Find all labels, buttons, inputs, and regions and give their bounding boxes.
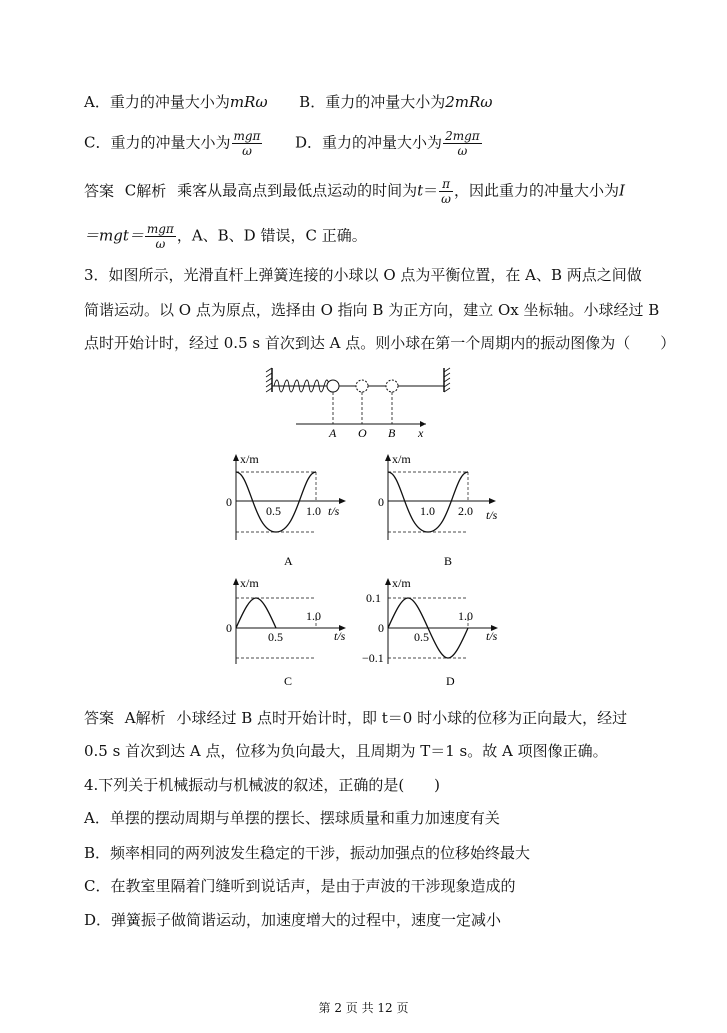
q2-option-d-text: 重力的冲量大小为 [322,133,443,152]
q2-option-a-label: A． [84,93,110,111]
q4-option-d: D．弹簧振子做简谐运动，加速度增大的过程中，速度一定减小 [84,911,502,929]
graph-b-origin: 0 [378,495,384,509]
graph-d [362,574,512,690]
q4-stem: 4.下列关于机械振动与机械波的叙述，正确的是( ) [84,776,441,794]
label-o: O [358,426,367,440]
graph-b-xlabel: t/s [486,508,498,522]
graph-c-xlabel: t/s [334,629,346,643]
q4-option-c: C．在教室里隔着门缝听到说话声，是由于声波的干涉现象造成的 [84,877,516,895]
q2-options-cd [84,129,483,158]
q2-options-ab [84,92,493,112]
q2-option-b-label: B． [299,93,326,111]
q3-answer-choice: A [124,709,136,727]
graph-d-xlabel: t/s [486,629,498,643]
graph-b [372,450,522,576]
graph-b-tick2: 2.0 [458,504,473,518]
q2-analysis-label: 解析 [136,181,167,200]
graph-c-tick2: 1.0 [306,609,321,623]
graph-d-origin: 0 [378,621,384,635]
graph-a-curve [236,472,316,532]
graph-d-ytick-top: 0.1 [366,591,381,605]
graph-d-ytick-bottom: −0.1 [362,651,384,665]
graph-b-tick1: 1.0 [420,504,435,518]
graph-a-origin: 0 [226,495,232,509]
q3-answer-text1: 小球经过 B 点时开始计时，即 t＝0 时小球的位移为正向最大，经过 [176,709,628,727]
q2-option-c-label: C． [84,133,111,152]
graph-c-curve [236,598,276,628]
spring-oscillator-figure [260,366,460,442]
q2-answer-choice: C [124,181,137,200]
q3-stem-line3: 点时开始计时，经过 0.5 s 首次到达 A 点。则小球在第一个周期内的振动图像为（ ） [84,334,676,352]
q2-answer-eq: ＝mgt＝ [84,226,144,245]
label-a: A [329,426,337,440]
q2-option-c-text: 重力的冲量大小为 [110,133,231,152]
q2-option-d-label: D． [295,133,323,152]
q2-answer-fraction-i: $\frac{\text{mgπ}}{\omega}$ [146,222,174,251]
graph-a-ylabel: x/m [240,452,259,466]
graph-d-caption: D [446,674,455,688]
q2-answer-text2: ，因此重力的冲量大小为 [453,181,619,200]
q2-answer-text1: 乘客从最高点到最低点运动的时间为 [177,181,418,200]
graph-b-curve [388,472,468,532]
graph-b-ylabel: x/m [392,452,411,466]
graph-d-ylabel: x/m [392,576,411,590]
q3-answer-line1 [84,708,627,728]
graph-a [220,450,360,576]
q2-answer-text3: ，A、B、D 错误，C 正确。 [176,226,367,245]
graph-c [220,574,360,690]
graph-c-origin: 0 [226,621,232,635]
graph-c-tick1: 0.5 [268,630,283,644]
graph-d-tick1: 0.5 [414,630,429,644]
graph-a-tick1: 0.5 [266,504,281,518]
graph-b-caption: B [444,554,453,568]
graph-a-caption: A [284,554,293,568]
q4-option-b: B．频率相同的两列波发生稳定的干涉，振动加强点的位移始终最大 [84,844,531,862]
graph-a-xlabel: t/s [328,504,340,518]
q2-option-b-expr: 2mRω [445,93,493,111]
ball-at-b [386,380,398,392]
q3-answer-label: 答案 [84,709,115,727]
ball-at-a [327,380,339,392]
q2-option-d-fraction: $\frac{\text{2mgπ}}{\omega}$ [445,129,480,158]
page-footer: 第 2 页 共 12 页 [318,1001,409,1015]
label-x: x [418,426,424,440]
q3-analysis-label: 解析 [135,709,166,727]
ball-at-o [356,380,368,392]
q2-option-a-expr: mRω [229,93,268,111]
q2-option-c-fraction: $\frac{\text{mgπ}}{\omega}$ [233,129,261,158]
q2-option-b-text: 重力的冲量大小为 [325,93,446,111]
q2-answer-label: 答案 [84,181,115,200]
q2-answer-line2 [84,222,367,251]
q3-stem-line1: 3．如图所示，光滑直杆上弹簧连接的小球以 O 点为平衡位置，在 A、B 两点之间做 [84,266,642,284]
graph-d-tick2: 1.0 [458,609,473,623]
graph-c-ylabel: x/m [240,576,259,590]
graph-c-caption: C [284,674,293,688]
q3-answer-line2: 0.5 s 首次到达 A 点，位移为负向最大，且周期为 T＝1 s。故 A 项图像正确。 [84,742,608,760]
graph-a-tick2: 1.0 [306,504,321,518]
q3-stem-line2: 简谐运动。以 O 点为原点，选择由 O 指向 B 为正方向，建立 Ox 坐标轴。小球经过 B [84,301,660,319]
label-b: B [388,426,396,440]
q2-option-a-text: 重力的冲量大小为 [109,93,230,111]
q2-answer-line1: 答案 C解析 乘客从最高点到最低点运动的时间为t＝ $\frac{\pi}{\omega}$ ，因此重力的冲量大小为I [84,177,625,206]
q4-option-a: A．单摆的摆动周期与单摆的摆长、摆球质量和重力加速度有关 [84,809,500,827]
q2-answer-fraction-t: $\frac{\pi}{\omega}$ [441,177,451,206]
